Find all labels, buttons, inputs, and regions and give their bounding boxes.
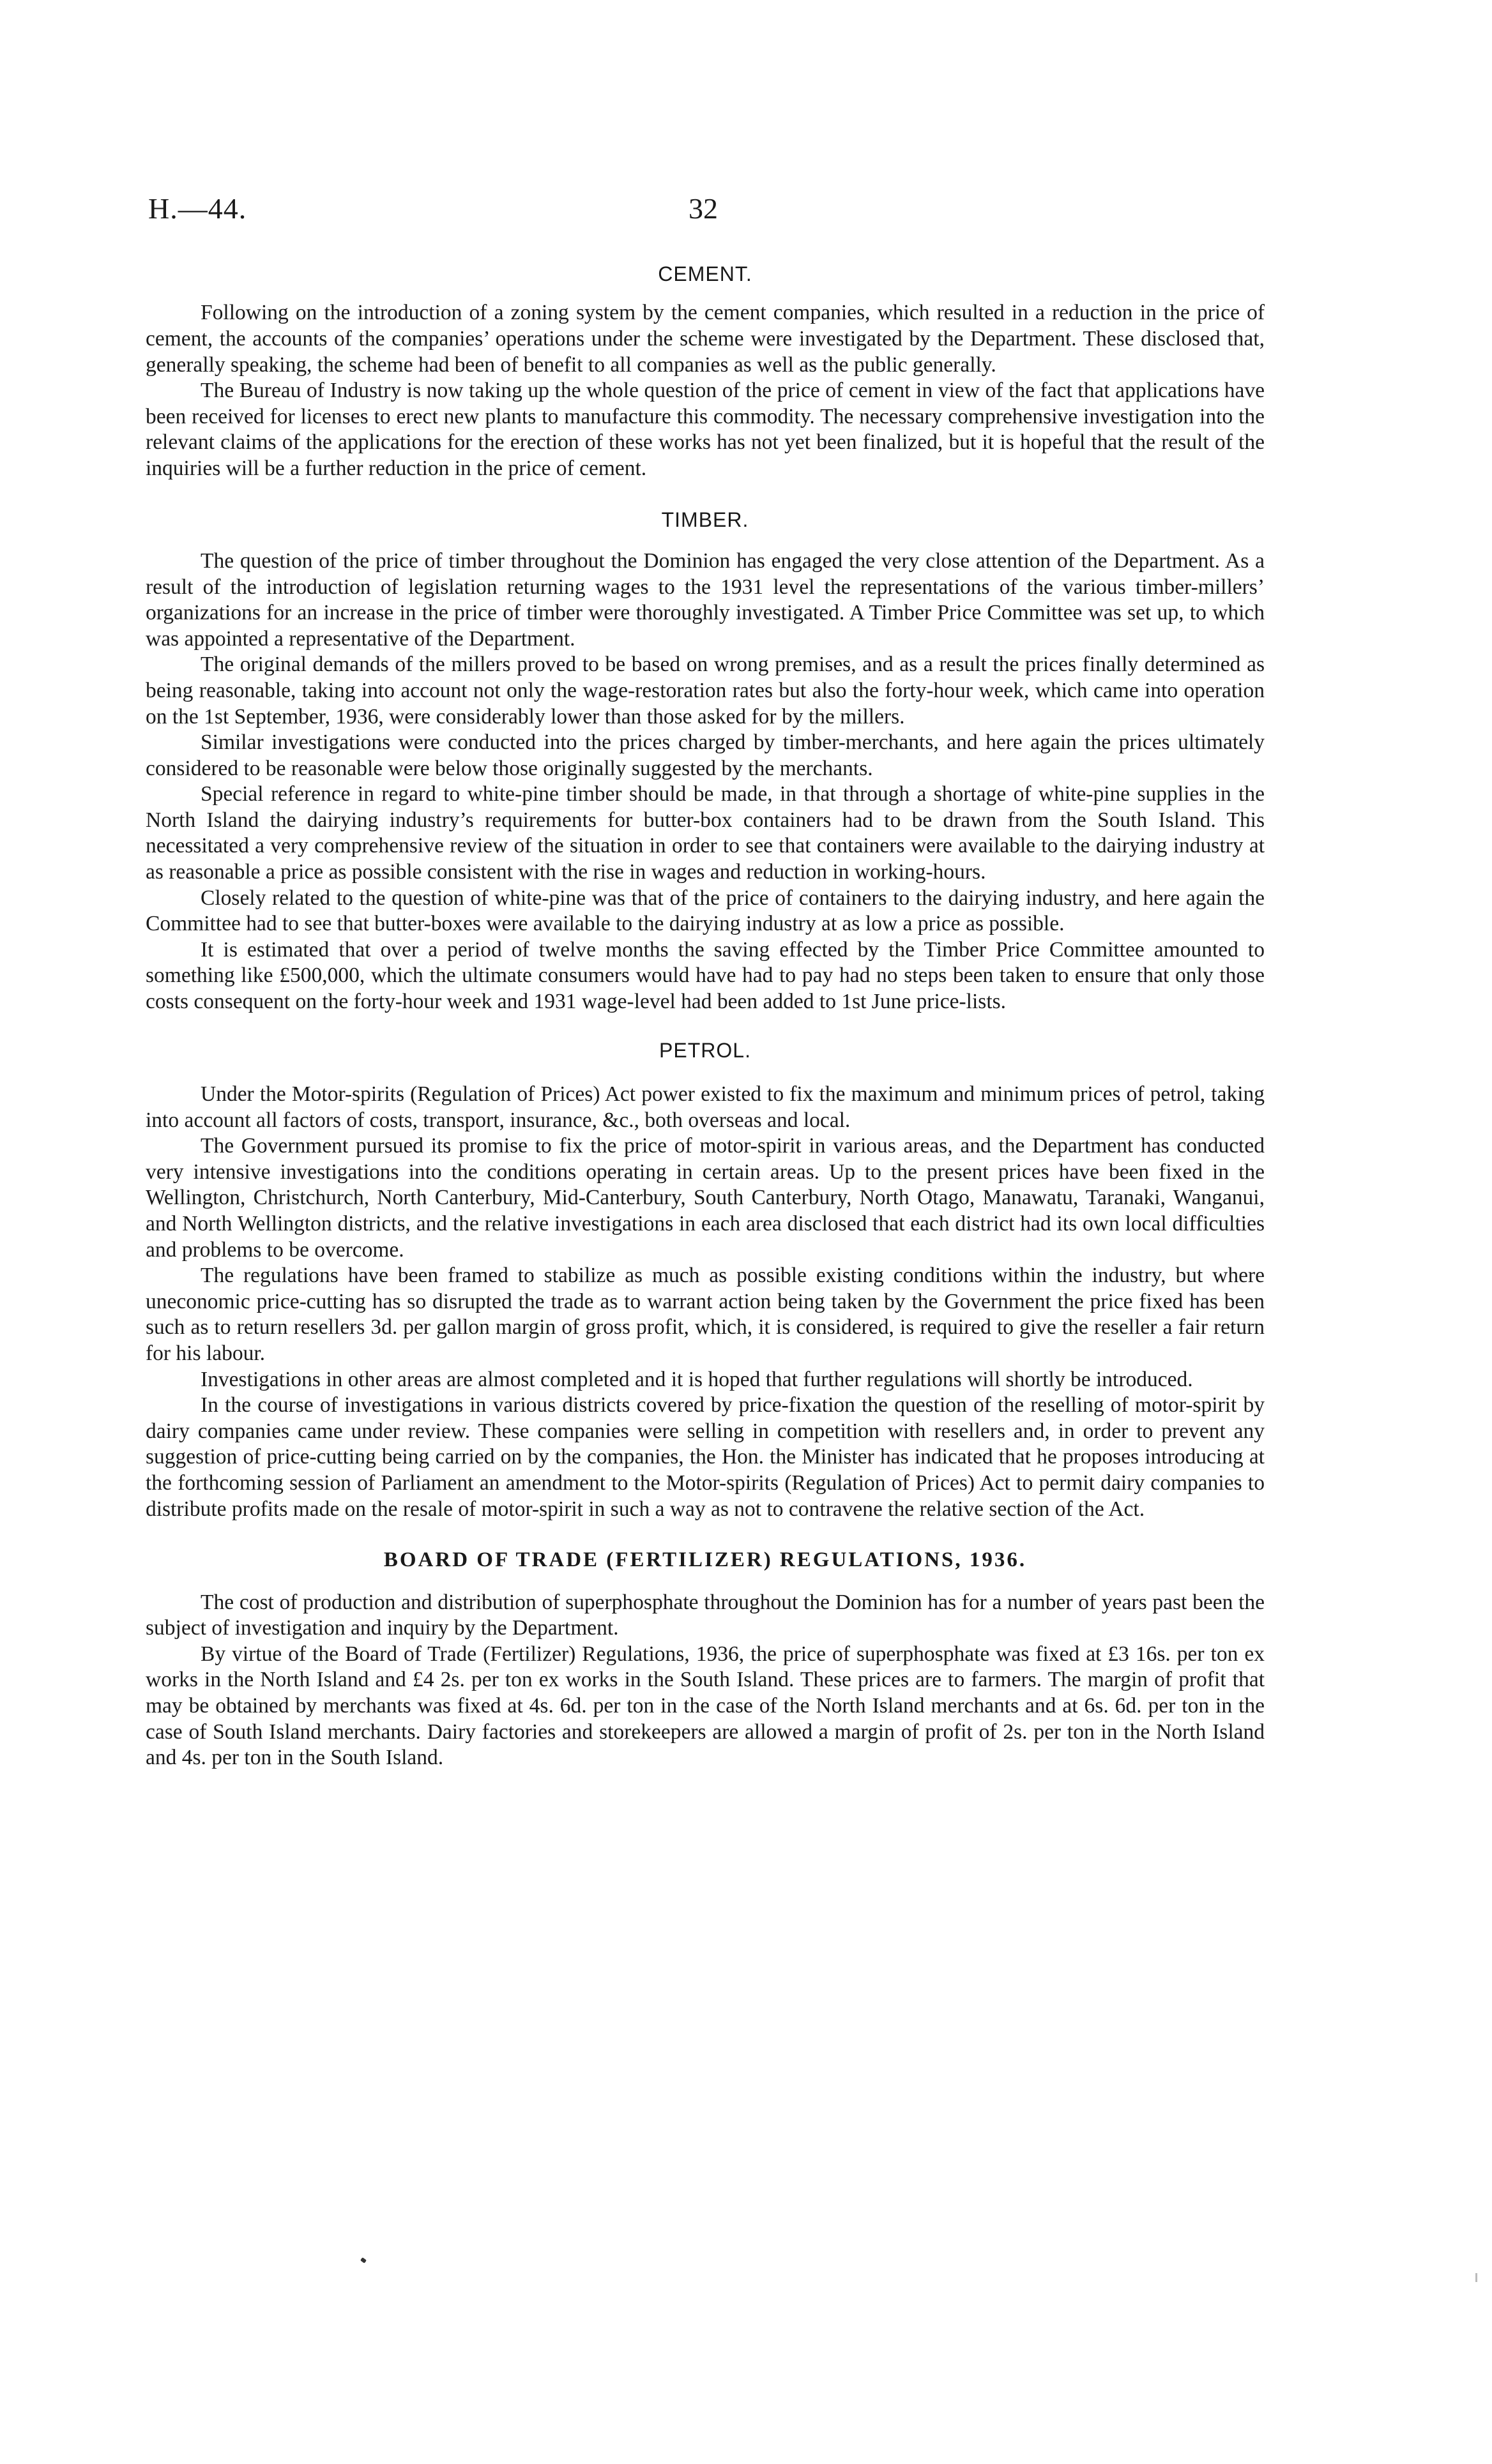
section-heading-petrol: PETROL. <box>659 1038 751 1062</box>
paragraph: The cost of production and distribution of superphosphate throughout the Dominion has for a number of years past been the subject of investigation and inquiry by the Department. <box>146 1590 1265 1640</box>
paragraph: Following on the introduction of a zoning system by the cement companies, which resulted in a reduction in the price of cement, the accounts of the companies’ operations under the scheme were investigated by the Department. These disclosed that, generally speaking, the scheme had been of benefit to all companies as well as the public generally. <box>146 301 1265 377</box>
page-reference: H.—44. <box>148 192 247 225</box>
paragraph: Under the Motor-spirits (Regulation of Prices) Act power existed to fix the maximum and minimum prices of petrol, taking into account all factors of costs, transport, insurance, &c., both overseas and local. <box>146 1082 1265 1132</box>
paragraph: The Bureau of Industry is now taking up the whole question of the price of cement in view of the fact that applications have been received for licenses to erect new plants to manufacture this commodity. The necessary comprehensive investigation into the relevant claims of the applications for the erection of these works has not yet been finalized, but it is hopeful that the result of the inquiries will be a further reduction in the price of cement. <box>146 379 1265 480</box>
paragraph: The original demands of the millers proved to be based on wrong premises, and as a result the prices finally determined as being reasonable, taking into account not only the wage-restoration rates but also the forty-hour week, which came into operation on the 1st September, 1936, were considerably lower than those asked for by the millers. <box>146 653 1265 729</box>
paragraph: In the course of investigations in various districts covered by price-fixation the question of the reselling of motor-spirit by dairy companies came under review. These companies were selling in competition with resellers and, in order to prevent any suggestion of price-cutting being carried on by the companies, the Hon. the Minister has indicated that he proposes introducing at the forthcoming session of Parliament an amendment to the Motor-spirits (Regulation of Prices) Act to permit dairy companies to distribute profits made on the resale of motor-spirit in such a way as not to contravene the relative section of the Act. <box>146 1393 1265 1521</box>
section-fertilizer-regulations <box>146 1548 1265 1771</box>
scan-speck <box>360 2257 367 2264</box>
scan-margin-mark <box>1475 2273 1477 2282</box>
paragraph: The question of the price of timber throughout the Dominion has engaged the very close attention of the Department. As a result of the introduction of legislation returning wages to the 1931 level the representations of the various timber-millers’ organizations for an increase in the price of timber were thoroughly investigated. A Timber Price Committee was set up, to which was appointed a representative of the Department. <box>146 548 1265 651</box>
paragraph: The regulations have been framed to stabilize as much as possible existing conditions within the industry, but where uneconomic price-cutting has so disrupted the trade as to warrant action being taken by the Government the price fixed has been such as to return resellers 3d. per gallon margin of gross profit, which, it is considered, is required to give the reseller a fair return for his labour. <box>146 1264 1265 1365</box>
section-heading-cement: CEMENT. <box>658 262 752 285</box>
paragraph: Investigations in other areas are almost completed and it is hoped that further regulations will shortly be introduced. <box>201 1367 1193 1391</box>
section-heading-fertilizer-regulations: BOARD OF TRADE (FERTILIZER) REGULATIONS, 1936. <box>383 1548 1027 1572</box>
paragraph: Special reference in regard to white-pine timber should be made, in that through a shortage of white-pine supplies in the North Island the dairying industry’s requirements for butter-box containers had to be drawn from the South Island. This necessitated a very comprehensive review of the situation in order to see that containers were available to the dairying industry at as reasonable a price as possible consistent with the rise in wages and reduction in working-hours. <box>146 782 1265 884</box>
section-petrol <box>146 1038 1265 1522</box>
paragraph: It is estimated that over a period of twelve months the saving effected by the Timber Price Committee amounted to something like £500,000, which the ultimate consumers would have had to pay had no steps been taken to ensure that only those costs consequent on the forty-hour week and 1931 wage-level had been added to 1st June price-lists. <box>146 937 1265 1014</box>
section-cement <box>146 262 1265 482</box>
paragraph: The Government pursued its promise to fix the price of motor-spirit in various areas, and the Department has conducted very intensive investigations into the conditions operating in certain areas. Up to the present prices have been fixed in the Wellington, Christchurch, North Canterbury, Mid-Canterbury, South Canterbury, North Otago, Manawatu, Taranaki, Wanganui, and North Wellington districts, and the relative investigations in each area disclosed that each district had its own local difficulties and problems to be overcome. <box>146 1134 1265 1262</box>
paragraph: Closely related to the question of white-pine was that of the price of containers to the dairying industry, and here again the Committee had to see that butter-boxes were available to the dairying industry at as low a price as possible. <box>146 886 1265 936</box>
paragraph: By virtue of the Board of Trade (Fertilizer) Regulations, 1936, the price of superphosphate was fixed at £3 16s. per ton ex works in the North Island and £4 2s. per ton ex works in the South Island. These prices are to farmers. The margin of profit that may be obtained by merchants was fixed at 4s. 6d. per ton in the case of the North Island merchants and at 6s. 6d. per ton in the case of South Island merchants. Dairy factories and storekeepers are allowed a margin of profit of 2s. per ton in the North Island and 4s. per ton in the South Island. <box>146 1642 1265 1770</box>
document-body <box>146 262 1265 1771</box>
page-number: 32 <box>689 192 718 225</box>
paragraph: Similar investigations were conducted into the prices charged by timber-merchants, and here again the prices ultimately considered to be reasonable were below those originally suggested by the merchants. <box>146 730 1265 780</box>
section-timber <box>146 508 1265 1015</box>
section-heading-timber: TIMBER. <box>661 508 749 531</box>
